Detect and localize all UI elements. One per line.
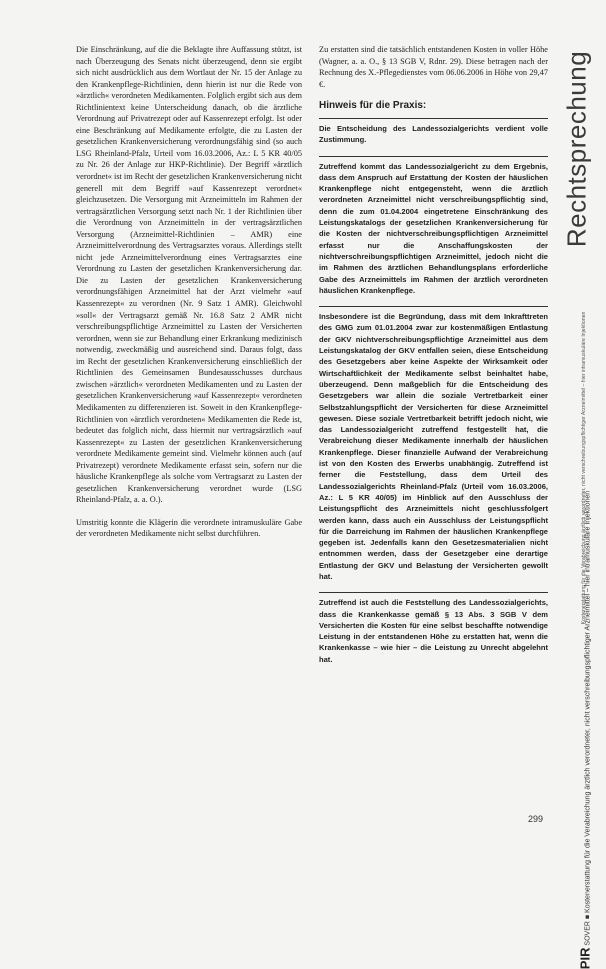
journal-footer-text: SOVER ■ Kostenerstattung für die Verabreichung ärztlich verordneter, nicht verschreibungspflichtiger Arzneimittel – hier intramuskuläre Injektionen bbox=[584, 490, 592, 946]
hint-paragraph-3: Insbesondere ist die Begründung, dass mit dem Inkrafttreten des GMG zum 01.01.2004 zwar zur kostenmäßigen Entlastung der GKV nichtverschreibungspflichtige Arzneimittel aus dem Leistungskatalog der GKV entfallen seien, diese Entscheidung des Gesetzgebers aber keine Aspekte der Wirksamkeit oder Wirtschaftlichkeit der Medikamente selbst beinhaltet habe, überzeugend. Denn maßgeblich für die Entscheidung des Gesetzgebers war allein die soziale Vertretbarkeit einer Selbstzahlungspflicht der Versicherten für diese Arzneimittel gewesen. Diese soziale Vertretbarkeit betrifft jedoch nicht, wie das Landessozialgericht zutreffend festgestellt hat, die Verabreichung dieser Medikamente innerhalb der häuslichen Krankenpflege. Dieser finanzielle Aufwand der Verabreichung ist von den Kosten des Erwerbs unabhängig. Zutreffend ist ferner die Feststellung, dass dem Urteil des Landessozialgerichts Rheinland-Pfalz (Urteil vom 16.03.2006, Az.: L 5 KR 40/05) im Hinblick auf den Ausschluss der Leistungspflicht des Arzneimittels nicht geschlussfolgert werden kann, dass auch ein Ausschluss der Leistungspflicht für die Darreichung im Rahmen der häuslichen Krankenpflege gegeben ist. Jedenfalls kann den Gesetzesmaterialien nicht entnommen werden, dass der Gesetzgeber eine derartige Entlastung der GKV und Belastung der Versicherten gewollt hat. bbox=[319, 306, 548, 582]
right-intro-paragraph: Zu erstatten sind die tatsächlich entstandenen Kosten in voller Höhe (Wagner, a. a. O., § 13 SGB V, Rdnr. 29). Diese betragen nach der Rechnung des X.-Pflegedienstes vom 06.06.2006 in Höhe von 29,47 €. bbox=[319, 45, 548, 89]
page-number: 299 bbox=[528, 814, 544, 824]
hint-paragraph-1: Die Entscheidung des Landessozialgerichts verdient volle Zustimmung. bbox=[319, 118, 548, 146]
hint-paragraph-2: Zutreffend kommt das Landessozialgericht zu dem Ergebnis, dass dem Anspruch auf Erstattung der Kosten der häuslichen Krankenpflege nicht entgegensteht, wenn die ärztlich verordneten Arzneimittel nicht verschreibungspflichtig sind, denn die zum 01.04.2004 eingetretene Einschränkung des Leistungskatalogs der gesetzlichen Krankenversicherung für die Kosten der nichtverschreibungspflichtigen Arzneimittel erfasst nur die Anschaffungskosten der nichtverschreibungspflichtigen Arzneimittel, jedoch nicht die im Rahmen des ärztlichen Behandlungsplans erforderliche Gabe des Arzneimittels im Rahmen der ärztlich verordneten häuslichen Krankenpflege. bbox=[319, 156, 548, 297]
right-text-column bbox=[319, 44, 548, 665]
practice-hint-heading: Hinweis für die Praxis: bbox=[319, 100, 427, 111]
section-title-vertical bbox=[560, 50, 594, 248]
section-subcaption-text: Kostenerstattung für die Verabreichung ärztlich verordneter, nicht verschreibungspflichtiger Arzneimittel – hier intramuskuläre Injektionen bbox=[581, 311, 587, 625]
section-title-text: Rechtsprechung bbox=[561, 50, 592, 248]
left-paragraph-2: Umstritig konnte die Klägerin die verordnete intramuskuläre Gabe der verordneten Medikamente nicht selbst durchführen. bbox=[76, 517, 302, 539]
journal-logo: PIR bbox=[577, 947, 593, 969]
left-text-column bbox=[76, 44, 302, 540]
hint-paragraph-4: Zutreffend ist auch die Feststellung des Landessozialgerichts, dass die Krankenkasse gemäß § 13 Abs. 3 SGB V dem Versicherten die Kosten für eine selbst beschaffte notwendige Leistung in der entstandenen Höhe zu erstatten hat, wenn die Krankenkasse – wie hier – die Leistung zu Unrecht abgelehnt hat. bbox=[319, 592, 548, 665]
left-paragraph-1: Die Einschränkung, auf die die Beklagte ihre Auffassung stützt, ist nach Überzeugung des Senats nicht überzeugend, denn sie ergibt sich nicht ausdrücklich aus dem Wortlaut der Nr. 15 der Anlage zu den Krankenpflege-Richtlinien, denn hierin ist nur die Rede von »ärztlich« verordneten Medikamenten. Folglich ergibt sich aus dem Richtlinientext keine Unterscheidung danach, ob die ärztliche Verordnung auf Privatrezept oder auf Kassenrezept erfolgt. Ist oder eine Beschränkung auf Medikamente erfolgte, die zu Lasten der gesetzlichen Krankenversicherung verordnungsfähig sind (so auch LSG Rheinland-Pfalz, Urteil vom 16.03.2006, Az.: L 5 KR 40/05 zu Nr. 26 der Anlage zur HKP-Richtlinie). Der Begriff »ärztlich verordnet« ist im Recht der gesetzlichen Krankenversicherung nicht generell mit dem Begriff »auf Kassenrezept verordnet« gleichzusetzen. Die Versorgung mit Arzneimitteln im Rahmen der vertragsärztlichen Versorgung setzt nach Nr. 1 der Richtlinien über die Verordnung von Arzneimitteln in der vertragsärztlichen Versorgung (Arzneimittel-Richtlinien – AMR) eine Arzneimittelverordnung des Vertragsarztes voraus. Allerdings stellt nicht jede Arzneimittelverordnung eines Vertragsarztes eine Verordnung zu Lasten der gesetzlichen Krankenversicherung dar. Die zu Lasten der gesetzlichen Krankenversicherung verordnungsfähigen Arzneimittel hat der Arzt vielmehr »auf Kassenrezept« zu verordnen (Nr. 9 Satz 1 AMR). Gleichwohl »soll« der Vertragsarzt gemäß Nr. 16.8 Satz 2 AMR nicht verschreibungspflichtige Arzneimittel zu Lasten der Versicherten verordnen, wenn sie zur Behandlung einer Erkrankung medizinisch notwendig, zweckmäßig und ausreichend sind. Daraus folgt, dass im Recht der gesetzlichen Krankenversicherung einschließlich der Richtlinien des Gemeinsamen Bundesausschusses durchaus zwischen »ärztlich« verordneten Medikamenten und zu Lasten der gesetzlichen Krankenversicherung »auf Kassenrezept« verordneten Medikamenten zu differenzieren ist. Soweit in den Krankenpflege-Richtlinien von »ärztlich verordneten« Medikamenten die Rede ist, bedeutet das folglich nicht, dass hiermit nur vertragsärztlich »auf Kassenrezept« zu Lasten der gesetzlichen Krankenversicherung verordnete Medikamente gemeint sind. Vielmehr können auch (auf Privatrezept) verordnete Medikamente erfasst sein, sofern nur die häusliche Krankenpflege als solche vom Vertragsarzt zu Lasten der gesetzlichen Krankenversicherung verordnet wurde (LSG Rheinland-Pfalz, a. a. O.). bbox=[76, 45, 303, 505]
journal-footer-vertical bbox=[577, 490, 593, 969]
